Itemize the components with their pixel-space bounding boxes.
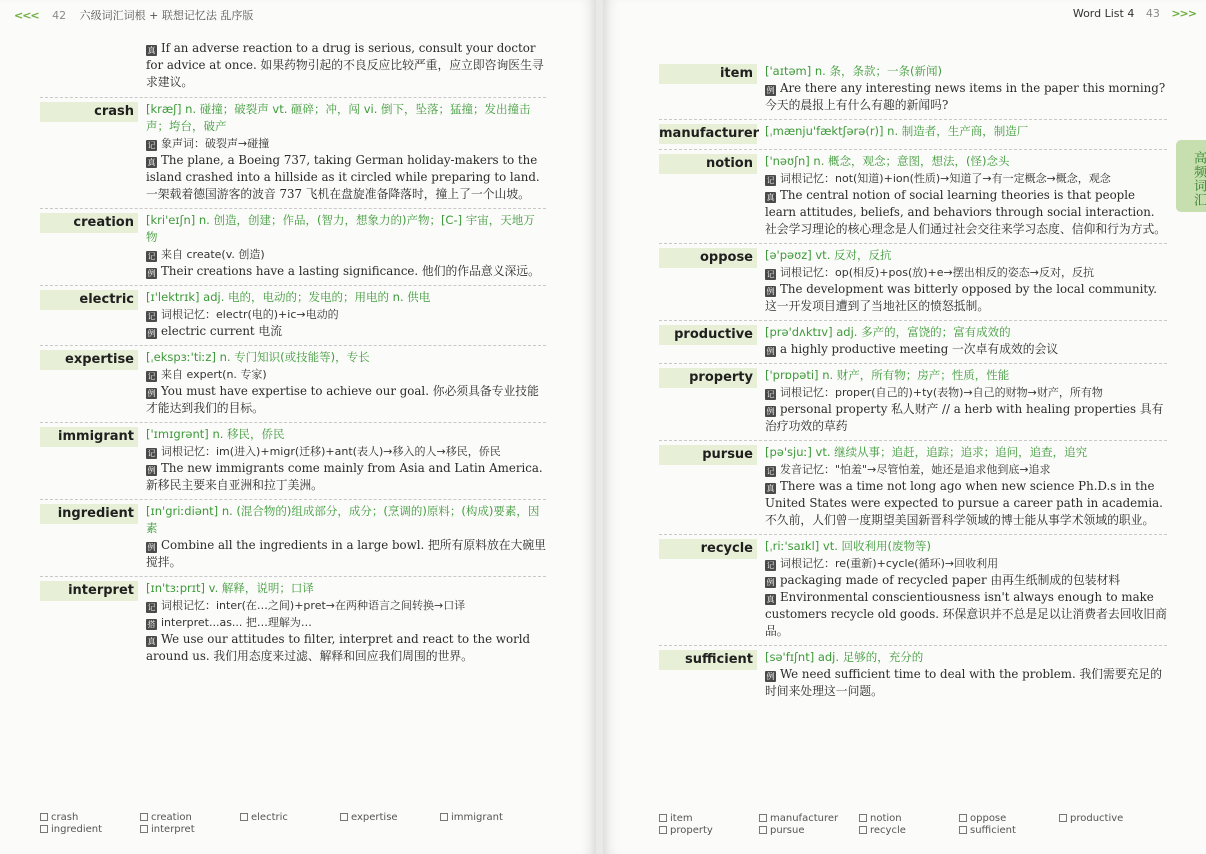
checkbox[interactable] [859,826,867,834]
line-text: interpret...as... 把…理解为… [161,616,312,629]
entry-body [146,212,546,280]
headword: oppose [659,248,757,268]
continued-sentence [146,40,546,97]
headword: productive [659,325,757,345]
example-sentence [765,401,1167,435]
label-mark-icon: 记 [766,176,775,185]
checklist-item[interactable] [40,812,140,823]
label-mark-icon: 记 [147,372,156,381]
checkbox[interactable] [240,813,248,821]
headword: notion [659,154,757,174]
example-sentence [765,589,1167,640]
memory-note [765,461,1167,478]
label-mark-icon: 例 [147,389,156,398]
entry-productive [659,320,1167,363]
checklist-item[interactable] [240,812,340,823]
label-mark-icon: 例 [766,347,775,356]
checkbox[interactable] [140,825,148,833]
checklist-item[interactable] [659,813,759,824]
left-entry-list [40,97,546,670]
checklist-word: sufficient [970,825,1016,836]
memory-note [765,170,1167,187]
checkbox[interactable] [140,813,148,821]
headword: immigrant [40,427,138,447]
checklist-word: expertise [351,812,398,823]
label-mark-icon: 例 [147,543,156,552]
label-mark-icon: 记 [766,561,775,570]
line-text: 来自 expert(n. 专家) [161,368,267,381]
entry-ingredient [40,499,546,576]
checklist-item[interactable] [140,812,240,823]
label-mark-icon: 记 [147,312,156,321]
checklist-item[interactable] [759,825,859,836]
label-mark-icon: 记 [147,141,156,150]
label-mark-icon: 例 [147,269,156,278]
entry-property [659,363,1167,440]
definition: [kri'eɪʃn] n. 创造，创建；作品，(智力，想象力的)产物；[C-] 宇宙，天地万物 [146,213,535,244]
example-sentence [146,383,546,417]
entry-body [765,649,1167,700]
memory-note [765,384,1167,401]
entry-body [765,247,1167,315]
right-page [603,0,1206,854]
entry-body [146,426,546,494]
label-mark-icon: 搭 [147,620,156,629]
definition: [ə'pəʊz] vt. 反对，反抗 [765,248,892,262]
line-text: Combine all the ingredients in a large bowl. 把所有原料放在大碗里搅拌。 [146,538,546,569]
entry-body [146,349,546,417]
line-text: electric current 电流 [161,324,282,338]
label-mark-icon: 记 [766,390,775,399]
checklist-word: interpret [151,824,195,835]
label-mark-icon: 记 [766,270,775,279]
line-text: The development was bitterly opposed by the local community. 这一开发项目遭到了当地社区的愤怒抵制。 [765,282,1157,313]
checklist-word: pursue [770,825,805,836]
line-text: 象声词：破裂声→碰撞 [161,137,270,150]
book-title: 六级词汇词根 + 联想记忆法 乱序版 [79,9,254,22]
checklist-item[interactable] [340,812,440,823]
memory-note [765,264,1167,281]
headword: ingredient [40,504,138,524]
label-mark-icon: 例 [766,407,775,416]
checklist-item[interactable] [759,813,859,824]
right-page-number: 43 [1145,7,1160,20]
example-mark-icon: 真 [147,46,156,55]
line-text: 词根记忆：op(相反)+pos(放)+e→摆出相反的姿态→反对，反抗 [780,266,1094,279]
checklist-word: recycle [870,825,906,836]
memory-note [146,306,546,323]
entry-electric [40,285,546,345]
checkbox[interactable] [759,826,767,834]
memory-note [146,614,546,631]
checkbox[interactable] [759,814,767,822]
definition: [sə'fɪʃnt] adj. 足够的，充分的 [765,650,924,664]
memory-note [765,555,1167,572]
entry-pursue [659,440,1167,534]
label-mark-icon: 记 [147,603,156,612]
right-entry-list [659,60,1167,705]
entry-oppose [659,243,1167,320]
right-arrows-icon: >>> [1171,7,1196,20]
checklist-word: manufacturer [770,813,839,824]
example-sentence [146,323,546,340]
headword: manufacturer [659,124,757,144]
definition: ['aɪtəm] n. 条，条款；一条(新闻) [765,64,942,78]
label-mark-icon: 例 [766,287,775,296]
right-entries [659,60,1167,705]
checkbox[interactable] [659,814,667,822]
definition: [kræʃ] n. 碰撞；破裂声 vt. 砸碎；冲，闯 vi. 倒下，坠落；猛撞；发出撞击声；垮台，破产 [146,102,531,133]
checklist-item[interactable] [959,813,1059,824]
definition: [ˌmænju'fæktʃərə(r)] n. 制造者，生产商，制造厂 [765,124,1029,138]
label-mark-icon: 真 [766,193,775,202]
checklist-word: ingredient [51,824,103,835]
headword: recycle [659,539,757,559]
left-page [0,0,596,854]
example-sentence [146,460,546,494]
entry-body [765,444,1167,529]
left-page-number: 42 [52,9,67,22]
example-sentence [146,631,546,665]
entry-body [146,289,546,340]
line-text: a highly productive meeting 一次卓有成效的会议 [780,342,1059,356]
entry-expertise [40,345,546,422]
definition: ['ɪmɪgrənt] n. 移民，侨民 [146,427,285,441]
definition: [pə'sjuː] vt. 继续从事；追赶，追踪；追求；追问，追查，追究 [765,445,1088,459]
line-text: packaging made of recycled paper 由再生纸制成的包装材料 [780,573,1121,587]
entry-body [146,580,546,665]
definition: [ˌekspɜː'tiːz] n. 专门知识(或技能等)，专长 [146,350,370,364]
checklist-word: item [670,813,693,824]
checklist-item[interactable] [859,825,959,836]
label-mark-icon: 记 [147,252,156,261]
checkbox[interactable] [40,825,48,833]
line-text: You must have expertise to achieve our goal. 你必须具备专业技能才能达到我们的目标。 [146,384,539,415]
entry-body [765,538,1167,640]
example-sentence [765,478,1167,529]
right-review-checklist [659,813,1159,836]
continued-sentence-text: If an adverse reaction to a drug is serious, consult your doctor for advice at once. 如果药物引起的不良反应比较严重，应立即咨询医生寻求建议。 [146,41,544,89]
line-text: The plane, a Boeing 737, taking German holiday-makers to the island crashed into a hillside as it circled while preparing to land. 一架载着德国游客的波音 737 飞机在盘旋准备降落时，撞上了一个山坡。 [146,153,540,201]
memory-note [146,597,546,614]
headword: item [659,64,757,84]
checkbox[interactable] [340,813,348,821]
entry-crash [40,97,546,208]
entry-creation [40,208,546,285]
checklist-word: immigrant [451,812,503,823]
definition: ['prɒpəti] n. 财产，所有物；房产；性质，性能 [765,368,1010,382]
example-sentence [146,537,546,571]
label-mark-icon: 真 [147,158,156,167]
line-text: Are there any interesting news items in the paper this morning? 今天的晨报上有什么有趣的新闻吗? [765,81,1166,112]
line-text: personal property 私人财产 // a herb with healing properties 具有治疗功效的草药 [765,402,1164,433]
definition: [ˌriː'saɪkl] vt. 回收利用(废物等) [765,539,932,553]
definition: ['nəʊʃn] n. 概念，观念；意图，想法，(怪)念头 [765,154,1010,168]
definition: [prə'dʌktɪv] adj. 多产的，富饶的；富有成效的 [765,325,1011,339]
entry-item [659,60,1167,119]
checkbox[interactable] [859,814,867,822]
entry-notion [659,149,1167,243]
memory-note [146,135,546,152]
headword: creation [40,213,138,233]
label-mark-icon: 真 [147,637,156,646]
headword: pursue [659,445,757,465]
entry-immigrant [40,422,546,499]
checkbox[interactable] [959,826,967,834]
line-text: We use our attitudes to filter, interpret and react to the world around us. 我们用态度来过滤、解释和回应我们周围的世界。 [146,632,531,663]
entry-body [146,101,546,203]
right-running-header [1065,7,1196,20]
checkbox[interactable] [440,813,448,821]
example-sentence [765,666,1167,700]
left-arrows-icon: <<< [14,9,39,22]
entry-manufacturer [659,119,1167,149]
headword: sufficient [659,650,757,670]
headword: electric [40,290,138,310]
left-running-header [14,7,263,23]
headword: interpret [40,581,138,601]
checklist-item[interactable] [859,813,959,824]
line-text: Their creations have a lasting significance. 他们的作品意义深远。 [161,264,540,278]
headword: crash [40,102,138,122]
checklist-item[interactable] [40,824,140,835]
checkbox[interactable] [1059,814,1067,822]
example-sentence [146,152,546,203]
line-text: We need sufficient time to deal with the problem. 我们需要充足的时间来处理这一问题。 [765,667,1163,698]
label-mark-icon: 例 [766,672,775,681]
definition: [ɪ'lektrɪk] adj. 电的，电动的；发电的；用电的 n. 供电 [146,290,431,304]
checklist-word: electric [251,812,288,823]
label-mark-icon: 例 [147,466,156,475]
line-text: 词根记忆：proper(自己的)+ty(表物)→自己的财物→财产，所有物 [780,386,1103,399]
example-sentence [146,263,546,280]
label-mark-icon: 记 [147,449,156,458]
entry-body [146,503,546,571]
definition: [ɪn'tɜːprɪt] v. 解释，说明；口译 [146,581,314,595]
entry-body [765,63,1167,114]
line-text: 词根记忆：electr(电的)+ic→电动的 [161,308,339,321]
checkbox[interactable] [659,826,667,834]
checklist-item[interactable] [140,824,240,835]
entry-body [765,324,1167,358]
entry-body [765,123,1167,144]
example-sentence [765,80,1167,114]
line-text: Environmental conscientiousness isn't always enough to make customers recycle old goods. 环保意识并不总是足以让消费者去回收旧商品。 [765,590,1167,638]
checklist-word: productive [1070,813,1124,824]
entry-sufficient [659,645,1167,705]
example-sentence [765,341,1167,358]
checklist-item[interactable] [1059,813,1159,824]
memory-note [146,366,546,383]
line-text: The new immigrants come mainly from Asia and Latin America. 新移民主要来自亚洲和拉丁美洲。 [146,461,543,492]
headword: expertise [40,350,138,370]
checklist-word: creation [151,812,192,823]
label-mark-icon: 例 [766,86,775,95]
line-text: The central notion of social learning theories is that people learn attitudes, beliefs, and behaviors through social interaction. 社会学习理论的核心理念是人们通过社会交往来学习态度、信仰和行为方式。 [765,188,1167,236]
line-text: There was a time not long ago when new science Ph.D.s in the United States were expected to pursue a career path in academia. 不久前，人们曾一度期望美国新晋科学领域的博士能从事学术领域的职业。 [765,479,1163,527]
high-frequency-tab: 高频词汇 [1176,140,1206,212]
checklist-word: property [670,825,713,836]
checklist-item[interactable] [440,812,540,823]
example-sentence [765,281,1167,315]
line-text: 词根记忆：re(重新)+cycle(循环)→回收利用 [780,557,999,570]
line-text: 词根记忆：inter(在…之间)+pret→在两种语言之间转换→口译 [161,599,466,612]
label-mark-icon: 真 [766,595,775,604]
entry-body [765,367,1167,435]
checklist-word: notion [870,813,902,824]
definition: [ɪn'griːdiənt] n. (混合物的)组成部分，成分；(烹调的)原料；(构成)要素，因素 [146,504,540,535]
example-sentence [765,572,1167,589]
memory-note [146,246,546,263]
checklist-word: crash [51,812,79,823]
label-mark-icon: 例 [147,329,156,338]
word-list-label: Word List 4 [1072,7,1135,20]
checkbox[interactable] [959,814,967,822]
label-mark-icon: 例 [766,578,775,587]
left-review-checklist [40,812,540,835]
memory-note [146,443,546,460]
checklist-word: oppose [970,813,1007,824]
checklist-item[interactable] [659,825,759,836]
checklist-item[interactable] [959,825,1059,836]
entry-body [765,153,1167,238]
example-sentence [765,187,1167,238]
entry-recycle [659,534,1167,645]
label-mark-icon: 真 [766,484,775,493]
line-text: 发音记忆："怕羞"→尽管怕羞，她还是追求他到底→追求 [780,463,1051,476]
checkbox[interactable] [40,813,48,821]
headword: property [659,368,757,388]
label-mark-icon: 记 [766,467,775,476]
line-text: 词根记忆：not(知道)+ion(性质)→知道了→有一定概念→概念，观念 [780,172,1111,185]
left-entries [40,40,546,670]
entry-interpret [40,576,546,670]
line-text: 词根记忆：im(进入)+migr(迁移)+ant(表人)→移入的人→移民，侨民 [161,445,501,458]
line-text: 来自 create(v. 创造) [161,248,265,261]
